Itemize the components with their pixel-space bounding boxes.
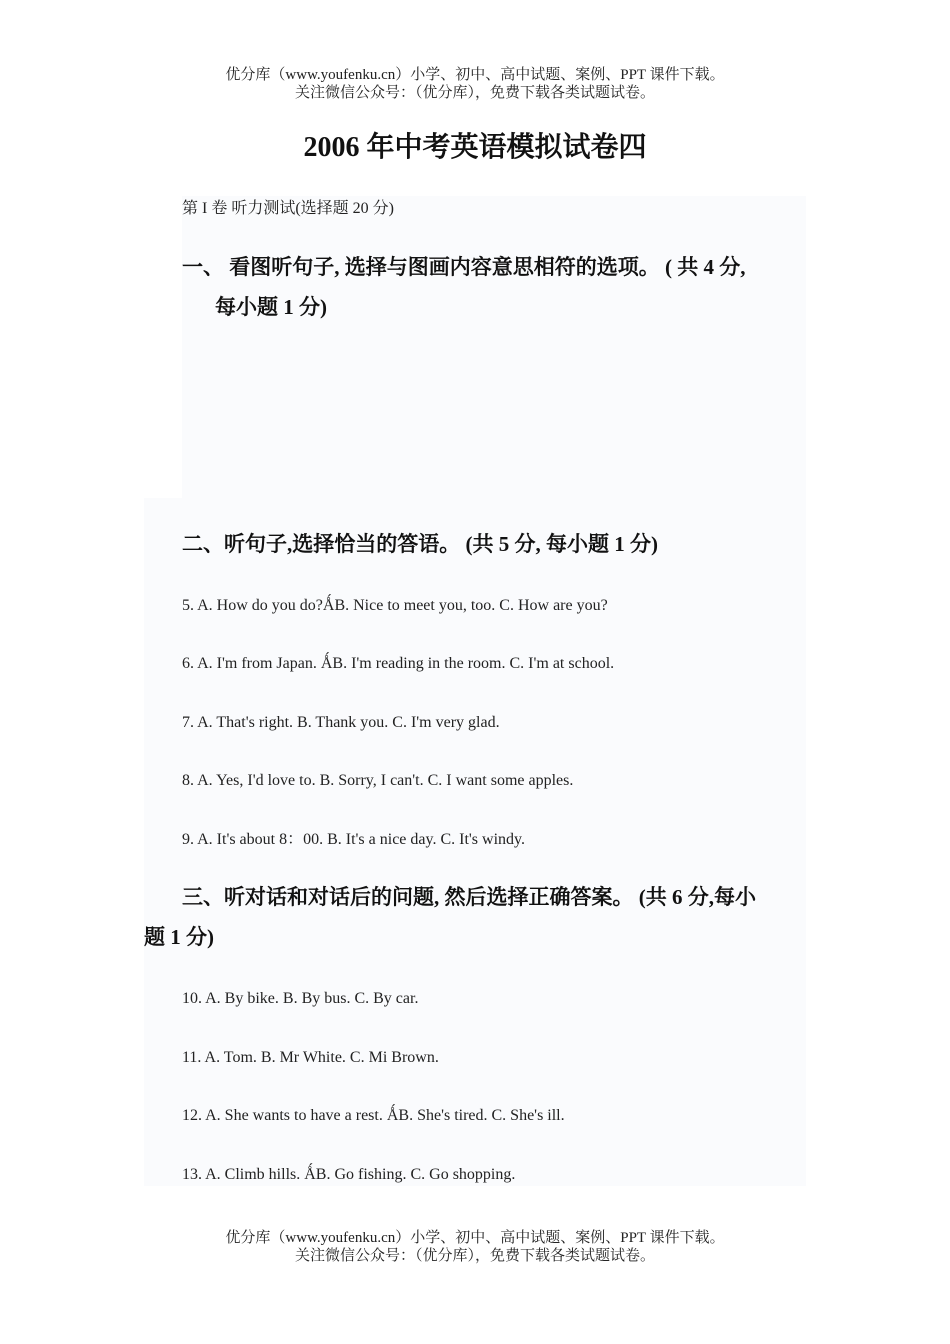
page-header <box>0 66 950 102</box>
question-12: 12. A. She wants to have a rest. ǺB. She's tired. C. She's ill. <box>182 1107 565 1124</box>
section-2-heading: 二、听句子,选择恰当的答语。 (共 5 分, 每小题 1 分) <box>182 532 658 556</box>
section-1-heading-line-1: 一、 看图听句子, 选择与图画内容意思相符的选项。 ( 共 4 分, <box>182 255 746 279</box>
section-3-heading-line-1: 三、听对话和对话后的问题, 然后选择正确答案。 (共 6 分,每小 <box>182 885 756 909</box>
question-8: 8. A. Yes, I'd love to. B. Sorry, I can't. C. I want some apples. <box>182 772 574 789</box>
content-panel <box>144 196 806 1186</box>
panel-notch <box>144 196 182 498</box>
footer-line-1: 优分库（www.youfenku.cn）小学、初中、高中试题、案例、PPT 课件下载。 <box>225 1230 725 1246</box>
question-7: 7. A. That's right. B. Thank you. C. I'm very glad. <box>182 714 500 731</box>
question-6: 6. A. I'm from Japan. ǺB. I'm reading in the room. C. I'm at school. <box>182 655 615 672</box>
footer-line-2: 关注微信公众号：（优分库），免费下载各类试题试卷。 <box>294 1248 655 1264</box>
question-9: 9. A. It's about 8：00. B. It's a nice day. C. It's windy. <box>182 831 525 848</box>
question-10: 10. A. By bike. B. By bus. C. By car. <box>182 990 419 1007</box>
part-label: 第 I 卷 听力测试(选择题 20 分) <box>182 200 394 217</box>
header-line-1: 优分库（www.youfenku.cn）小学、初中、高中试题、案例、PPT 课件下载。 <box>225 67 725 83</box>
header-line-2: 关注微信公众号：（优分库），免费下载各类试题试卷。 <box>294 85 655 101</box>
document-title: 2006 年中考英语模拟试卷四 <box>303 132 647 163</box>
question-13: 13. A. Climb hills. ǺB. Go fishing. C. Go shopping. <box>182 1166 516 1183</box>
question-11: 11. A. Tom. B. Mr White. C. Mi Brown. <box>182 1049 439 1066</box>
section-1-heading-line-2: 每小题 1 分) <box>215 295 327 319</box>
page-footer <box>0 1229 950 1265</box>
question-5: 5. A. How do you do?ǺB. Nice to meet you, too. C. How are you? <box>182 597 608 614</box>
section-3-heading-line-2: 题 1 分) <box>144 925 214 949</box>
